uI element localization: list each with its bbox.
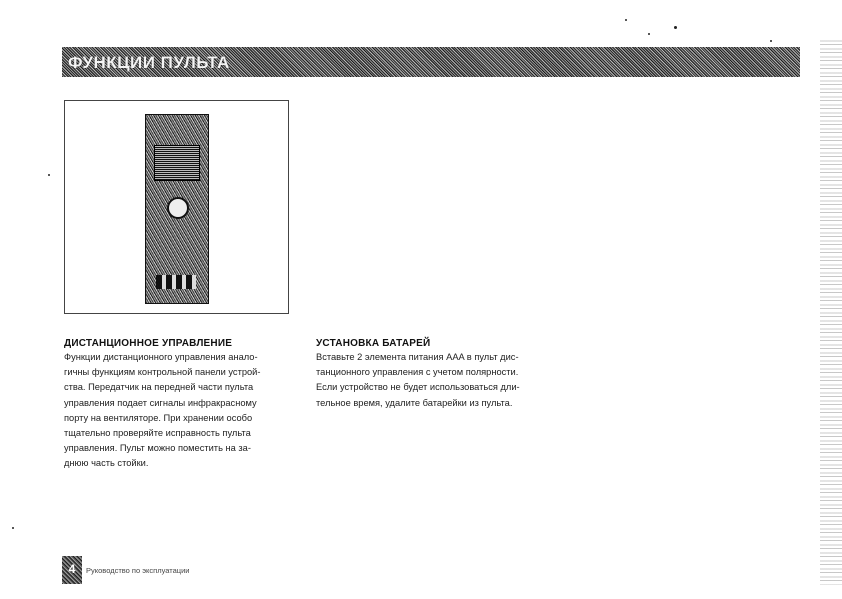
scan-speck bbox=[12, 527, 14, 529]
scan-edge-artifact bbox=[820, 40, 842, 585]
section-title-remote: ДИСТАНЦИОННОЕ УПРАВЛЕНИЕ bbox=[64, 338, 233, 349]
remote-bottom-buttons bbox=[156, 275, 196, 289]
section-text-remote: Функции дистанционного управления анало- гичны функциям контрольной панели устрой- ства. Передатчик на передней части пульта управления подает сигналы инфракрасному порту на вентиляторе. При хранении особо тщательно проверяйте исправность пульта управления. Пульт можно поместить на за- днюю часть стойки. bbox=[64, 352, 261, 469]
remote-center-button bbox=[167, 197, 189, 219]
scan-speck bbox=[770, 40, 772, 42]
page-title: ФУНКЦИИ ПУЛЬТА bbox=[68, 53, 230, 72]
remote-image-frame bbox=[64, 100, 289, 314]
remote-display bbox=[154, 145, 200, 181]
scan-speck bbox=[648, 33, 650, 35]
section-text-batteries: Вставьте 2 элемента питания AAA в пульт дис- танционного управления с учетом полярности. Если устройство не будет использоваться дли- тельное время, удалите батарейки из пульта. bbox=[316, 352, 520, 408]
remote-control-illustration bbox=[145, 114, 209, 304]
scan-speck bbox=[674, 26, 677, 29]
footer-label: Руководство по эксплуатации bbox=[86, 566, 190, 575]
scan-speck bbox=[48, 174, 50, 176]
scan-speck bbox=[625, 19, 627, 21]
section-title-batteries: УСТАНОВКА БАТАРЕЙ bbox=[316, 338, 431, 349]
page-number: 4 bbox=[68, 562, 76, 576]
